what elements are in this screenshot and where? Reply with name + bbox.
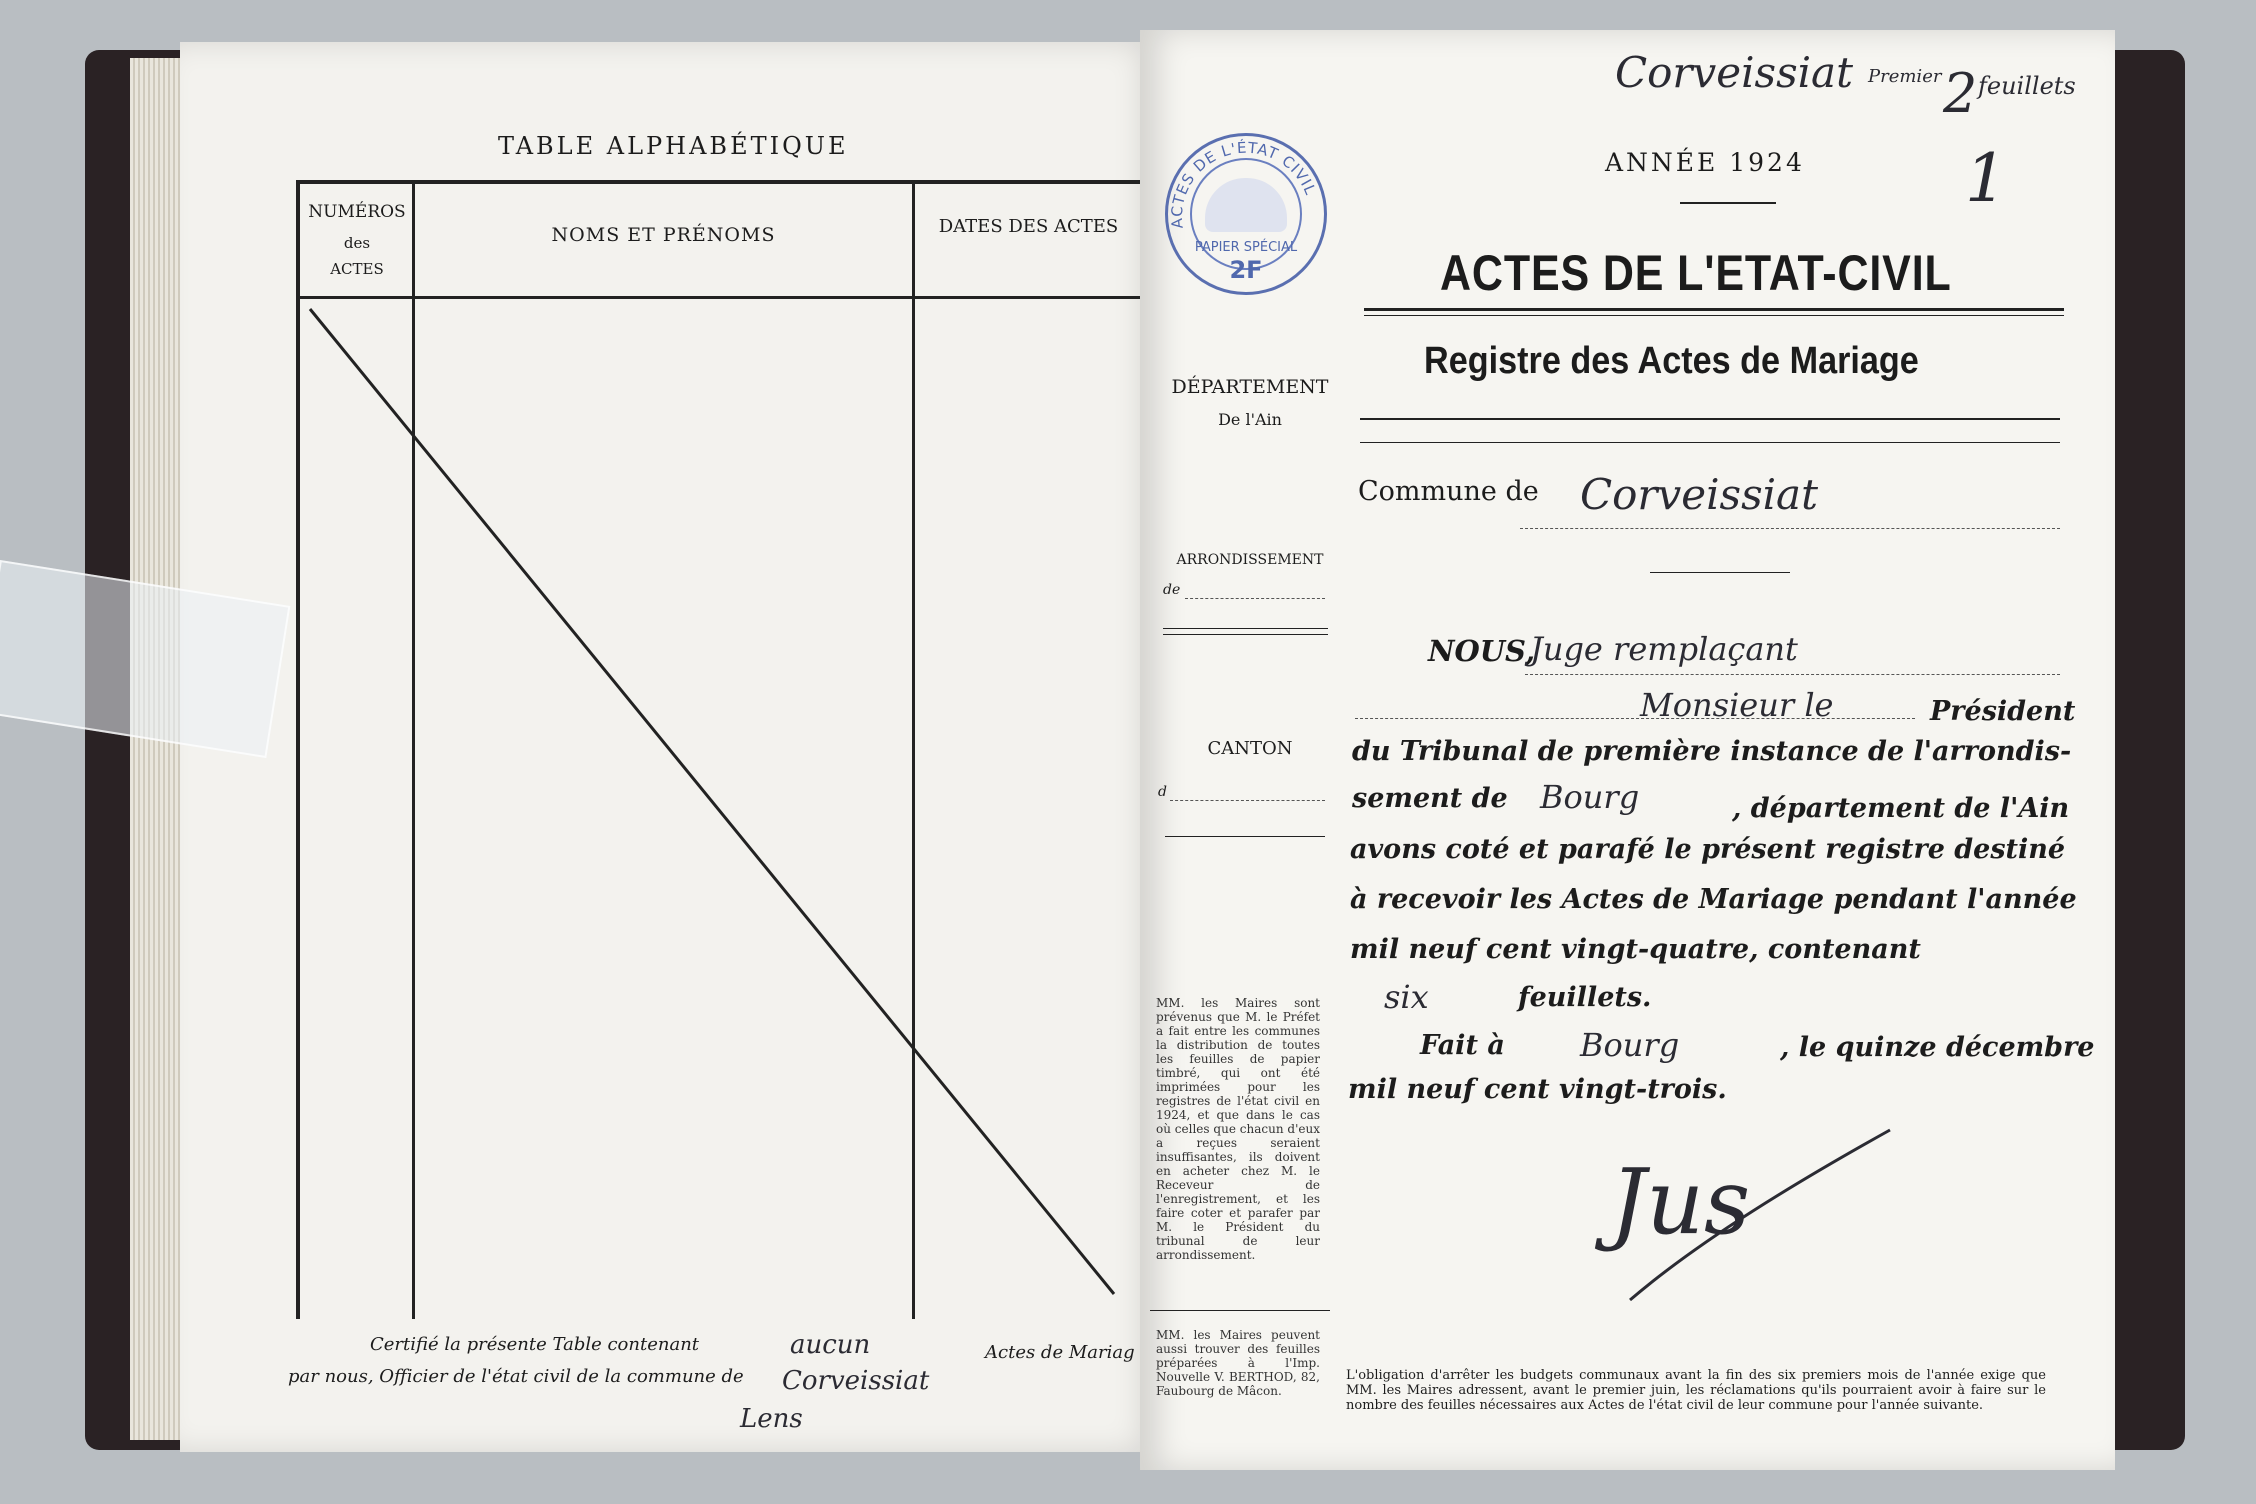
hand-commune-top: Corveissiat (1615, 48, 1853, 97)
monsieur-hand: Monsieur le (1640, 686, 1834, 724)
hand-premier: Premier (1868, 66, 1942, 87)
annee-ornament (1680, 202, 1776, 204)
col-des: des (343, 234, 371, 252)
commune-ornament (1650, 572, 1790, 573)
arrondissement-rule-1 (1163, 628, 1328, 629)
side-note-1: MM. les Maires sont prévenus que M. le Préfet a fait entre les communes la distribution de toutes les feuilles de papier timbré, qui ont été imprimées pour les registres de l'état civil en 1924, et que dans le cas où celles que chacun d'eux a reçues seraient insuffisantes, ils doivent en acheter chez M. le Receveur de l'enregistrement, et les faire coter et parafer par M. le Président du tribunal de leur arrondissement. (1156, 996, 1320, 1262)
canton-rule (1165, 836, 1325, 837)
nous-hand: Juge remplaçant (1530, 630, 1798, 668)
title-rule-1 (1364, 308, 2064, 311)
fait-date: , le quinze décembre (1780, 1032, 2095, 1063)
cert-line-1: Certifié la présente Table contenant (370, 1334, 700, 1355)
canton-d: d (1158, 784, 1167, 800)
feuillets: feuillets. (1518, 982, 1652, 1013)
annee: ANNÉE 1924 (1605, 148, 1805, 177)
president-signature: Jus (1610, 1150, 1751, 1255)
col-actes: ACTES (330, 260, 384, 278)
commune-label: Commune de (1358, 476, 1539, 507)
hand-aucun: aucun (790, 1330, 871, 1360)
cert-line-2: par nous, Officier de l'état civil de la commune de (288, 1366, 744, 1387)
nous-blank (1525, 674, 2060, 675)
arrondissement-blank (1185, 598, 1325, 599)
text-line-1: du Tribunal de première instance de l'arrondis- (1352, 736, 2072, 767)
table-top-rule (296, 180, 1146, 184)
col-numeros: NUMÉROS (308, 202, 406, 222)
cert-actes: Actes de Mariag (985, 1342, 1135, 1363)
subtitle: Registre des Actes de Mariage (1424, 340, 1919, 382)
svg-text:ACTES DE L'ÉTAT CIVIL: ACTES DE L'ÉTAT CIVIL (1167, 138, 1320, 230)
hand-feuillets: feuillets (1978, 72, 2076, 100)
six-hand: six (1384, 978, 1429, 1016)
bourg2-hand: Bourg (1580, 1026, 1680, 1064)
text-line-4: à recevoir les Actes de Mariage pendant l'année (1350, 884, 2077, 915)
hand-one: 1 (1965, 140, 2007, 217)
text-line-2b: , département de l'Ain (1732, 793, 2070, 824)
president: Président (1930, 696, 2076, 727)
text-line-2a: sement de (1352, 783, 1508, 814)
side-note-2: MM. les Maires peuvent aussi trouver des feuilles préparées à l'Imp. Nouvelle V. BERTHOD, 82, Faubourg de Mâcon. (1156, 1328, 1320, 1398)
arrondissement-label: ARRONDISSEMENT (1176, 552, 1324, 568)
stamp-value: 2F (1229, 256, 1263, 284)
commune-hand: Corveissiat (1580, 470, 1818, 519)
signature-flourish (1620, 1120, 1900, 1310)
departement-value: De l'Ain (1218, 410, 1282, 429)
bourg-hand: Bourg (1540, 778, 1640, 816)
text-line-6: mil neuf cent vingt-trois. (1348, 1074, 1727, 1105)
nous-label: NOUS, (1428, 634, 1536, 668)
table-title: TABLE ALPHABÉTIQUE (498, 132, 849, 160)
arrondissement-rule-2 (1163, 634, 1328, 635)
arrondissement-de: de (1163, 582, 1181, 598)
side-note-divider (1150, 1310, 1330, 1311)
bottom-note: L'obligation d'arrêter les budgets communaux avant la fin des six premiers mois de l'année exige que MM. les Maires adressent, avant le premier juin, les réclamations qu'ils pourraient avoir à faire sur le nombre des feuilles nécessaires aux Actes de l'état civil de leur commune pour l'année suivante. (1346, 1368, 2046, 1413)
hand-signature-left: Lens (740, 1404, 803, 1434)
col-dates: DATES DES ACTES (938, 216, 1119, 237)
subtitle-rule-1 (1360, 418, 2060, 420)
departement-label: DÉPARTEMENT (1171, 376, 1329, 398)
hand-two: 2 (1943, 62, 1978, 125)
subtitle-rule-2 (1360, 442, 2060, 443)
text-line-3: avons coté et parafé le présent registre destiné (1350, 834, 2066, 865)
canton-blank (1170, 800, 1325, 801)
monsieur-blank (1355, 718, 1915, 719)
commune-blank (1520, 528, 2060, 529)
stamp-center-text: PAPIER SPÉCIAL (1194, 240, 1298, 255)
hand-commune: Corveissiat (782, 1366, 930, 1396)
col-noms: NOMS ET PRÉNOMS (551, 224, 776, 246)
diagonal-strike (300, 299, 1142, 1319)
text-line-5: mil neuf cent vingt-quatre, contenant (1350, 934, 1921, 965)
canton-label: CANTON (1207, 738, 1293, 759)
title-rule-2 (1364, 315, 2064, 316)
main-title: ACTES DE L'ETAT-CIVIL (1440, 245, 1952, 301)
fait-a: Fait à (1420, 1030, 1505, 1061)
